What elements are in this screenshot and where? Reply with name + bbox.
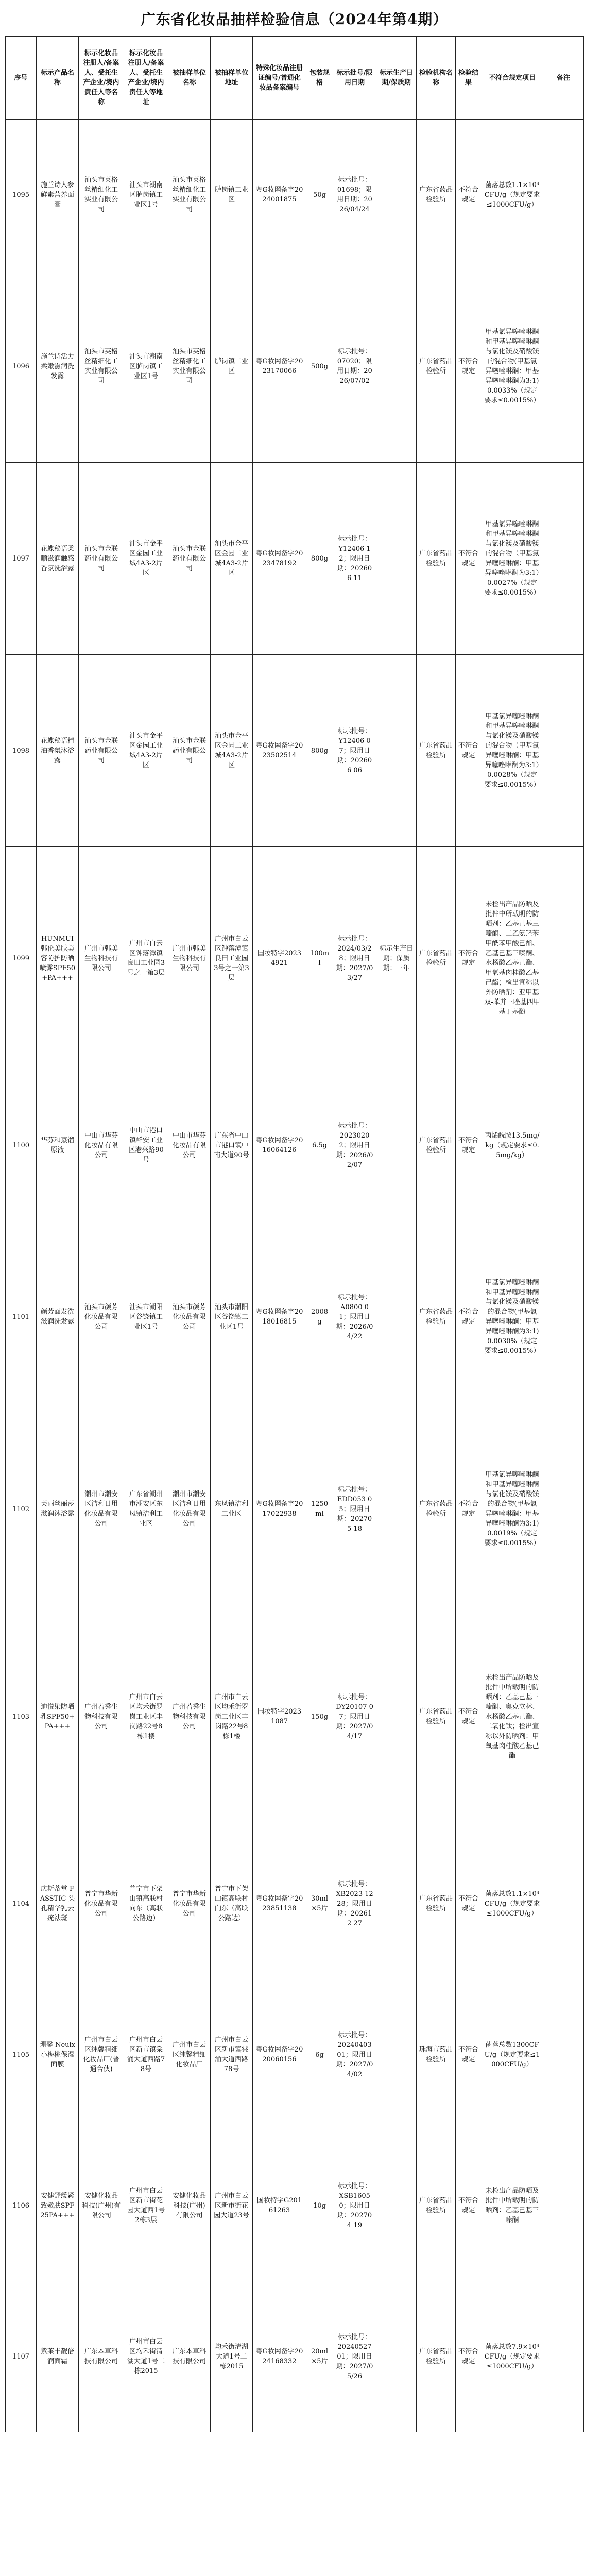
cell-note: [543, 1979, 584, 2130]
cell-note: [543, 270, 584, 463]
cell-spec: 50g: [306, 120, 333, 270]
cell-note: [543, 2281, 584, 2432]
cell-holder: 潮州市潮安区洁利日用化妆品有限公司: [79, 1413, 124, 1605]
cell-unit: 广州市韩美生物科技有限公司: [168, 847, 211, 1070]
cell-result: 不符合规定: [456, 655, 481, 847]
cell-holder: 普宁市华新化妆品有限公司: [79, 1828, 124, 1979]
table-header: [6, 37, 584, 120]
cell-batch: 标示批号：Y12406 07；限用日期：202606 06: [333, 655, 376, 847]
table-row: [6, 655, 584, 847]
cell-result: 不符合规定: [456, 270, 481, 463]
cell-name: 庆斯蒂堂 FASSTIC 头孔精华乳去疣祛斑: [37, 1828, 79, 1979]
col-reg: 特殊化妆品注册证编号/普通化妆品备案编号: [253, 37, 306, 120]
cell-name: 芙丽丝丽莎滋润沐浴露: [37, 1413, 79, 1605]
cell-holder-addr: 普宁市下架山镇高联村向东（高联公路边）: [124, 1828, 168, 1979]
col-item: 不符合规定项目: [481, 37, 543, 120]
cell-prod: [376, 1413, 417, 1605]
cell-batch: 标示批号：2024/03/28；限用日期：2027/03/27: [333, 847, 376, 1070]
cell-unit-addr: 广东省中山市港口镇中南大道90号: [211, 1070, 253, 1221]
cell-prod: [376, 1070, 417, 1221]
table-row: [6, 1828, 584, 1979]
cell-unit: 中山市华芬化妆品有限公司: [168, 1070, 211, 1221]
cell-reg: 粤G妆网备字2017022938: [253, 1413, 306, 1605]
cell-holder: 汕头市金联药业有限公司: [79, 463, 124, 655]
cell-reg: 粤G妆网备字2023170066: [253, 270, 306, 463]
cell-reg: 粤G妆网备字2023478192: [253, 463, 306, 655]
cell-spec: 2008g: [306, 1221, 333, 1413]
cell-batch: 标示批号：XSB1605 0；限用日期：202704 19: [333, 2130, 376, 2281]
cell-reg: 粤G妆网备字2016064126: [253, 1070, 306, 1221]
cell-no: 1101: [6, 1221, 37, 1413]
cell-note: [543, 2130, 584, 2281]
table-row: [6, 270, 584, 463]
cell-reg: 国妆特字20231087: [253, 1605, 306, 1828]
cell-holder: 安健化妆品科技(广州)有限公司: [79, 2130, 124, 2281]
cell-reg: 粤G妆网备字2020060156: [253, 1979, 306, 2130]
cell-reg: 国妆特字G20161263: [253, 2130, 306, 2281]
cell-item: 甲基氯异噻唑啉酮和甲基异噻唑啉酮与氯化镁及硝酸镁的混合物(甲基氯异噻唑啉酮：甲基异噻唑啉酮为3:1)0.0033%（规定要求≤0.0015%）: [481, 270, 543, 463]
cell-unit-addr: 普宁市下架山镇高联村向东（高联公路边）: [211, 1828, 253, 1979]
col-spec: 包装规格: [306, 37, 333, 120]
cell-spec: 30ml×5片: [306, 1828, 333, 1979]
cell-unit: 广州若秀生物科技有限公司: [168, 1605, 211, 1828]
cell-unit-addr: 汕头市金平区金园工业城4A3-2片区: [211, 655, 253, 847]
cell-batch: 标示批号：Y12406 12；限用日期：202606 11: [333, 463, 376, 655]
cell-spec: 6.5g: [306, 1070, 333, 1221]
cell-lab: 广东省药品检验所: [417, 1828, 456, 1979]
cell-lab: 广东省药品检验所: [417, 270, 456, 463]
cell-result: 不符合规定: [456, 1605, 481, 1828]
col-result: 检验结果: [456, 37, 481, 120]
cell-name: HUNMUI 韩伦美肤美容防护防晒喷雾SPF50+PA+++: [37, 847, 79, 1070]
cell-prod: [376, 1221, 417, 1413]
cell-name: 迪悦染防晒乳SPF50+PA+++: [37, 1605, 79, 1828]
cell-holder-addr: 广州市白云区均禾街罗岗工业区丰岗路22号8栋1楼: [124, 1605, 168, 1828]
cell-result: 不符合规定: [456, 463, 481, 655]
cell-reg: 粤G妆网备字2024168332: [253, 2281, 306, 2432]
cell-lab: 广东省药品检验所: [417, 2281, 456, 2432]
cell-result: 不符合规定: [456, 1828, 481, 1979]
cell-item: 未检出产品防晒及批件中所载明的防晒剂：乙基己基三嗪酮、奥克立林、水杨酸乙基己酯、二氧化钛；检出宣称以外防晒剂：甲氧基肉桂酸乙基己酯: [481, 1605, 543, 1828]
cell-note: [543, 1413, 584, 1605]
cell-batch: 标示批号：XB2023 1228；限用日期：202612 27: [333, 1828, 376, 1979]
cell-batch: 标示批号：A0800 01；限用日期：2026/04/22: [333, 1221, 376, 1413]
cell-batch: 标示批号：DY20107 07；限用日期：2027/04/17: [333, 1605, 376, 1828]
cell-unit-addr: 广州市白云区新市街花园大道23号: [211, 2130, 253, 2281]
cell-unit-addr: 胪岗镇工业区: [211, 270, 253, 463]
cell-unit-addr: 汕头市金平区金园工业城4A3-2片区: [211, 463, 253, 655]
col-prod: 标示生产日期/保质期: [376, 37, 417, 120]
cell-holder-addr: 汕头市金平区金园工业城4A3-2片区: [124, 463, 168, 655]
cell-holder: 中山市华芬化妆品有限公司: [79, 1070, 124, 1221]
cell-holder: 广州市韩美生物科技有限公司: [79, 847, 124, 1070]
cell-holder-addr: 广州市白云区新市街花园大道西1号2栋3层: [124, 2130, 168, 2281]
cell-no: 1100: [6, 1070, 37, 1221]
cell-item: 未检出产品防晒及批件中所载明的防晒剂：乙基己基三嗪酮、二乙氨羟苯甲酰苯甲酸己酯、乙基己基三嗪酮、水杨酸乙基己酯、甲氧基肉桂酸乙基己酯；检出宣称以外防晒剂：亚甲基双-苯并三唑基四甲基丁基酚: [481, 847, 543, 1070]
table-row: [6, 463, 584, 655]
cell-reg: 粤G妆网备字2023851138: [253, 1828, 306, 1979]
cell-unit: 普宁市华新化妆品有限公司: [168, 1828, 211, 1979]
cell-result: 不符合规定: [456, 1979, 481, 2130]
cell-lab: 广东省药品检验所: [417, 847, 456, 1070]
cell-unit-addr: 广州市白云区均禾街罗岗工业区丰岗路22号8栋1楼: [211, 1605, 253, 1828]
col-name: 标示产品名称: [37, 37, 79, 120]
cell-name: 紫莱丰靓倍润面霜: [37, 2281, 79, 2432]
table-row: [6, 1070, 584, 1221]
cell-holder-addr: 广州市白云区均禾街清湖大道1号二栋2015: [124, 2281, 168, 2432]
cell-holder: 汕头市金联药业有限公司: [79, 655, 124, 847]
cell-unit: 广东本草科技有限公司: [168, 2281, 211, 2432]
cell-unit-addr: 胪岗镇工业区: [211, 120, 253, 270]
cell-holder-addr: 中山市港口镇群安工业区港兴路90号: [124, 1070, 168, 1221]
cell-spec: 10g: [306, 2130, 333, 2281]
table-row: [6, 1605, 584, 1828]
cell-no: 1106: [6, 2130, 37, 2281]
cell-unit-addr: 东凤镇洁利工业区: [211, 1413, 253, 1605]
cell-batch: 标示批号：EDD053 05；限用日期：202705 18: [333, 1413, 376, 1605]
cell-lab: 广东省药品检验所: [417, 1070, 456, 1221]
table-row: [6, 2281, 584, 2432]
cell-unit-addr: 广州市白云区新市镇棠涌大道西路78号: [211, 1979, 253, 2130]
cell-prod: 标示生产日期；保质期：三年: [376, 847, 417, 1070]
cell-item: 甲基氯异噻唑啉酮和甲基异噻唑啉酮与氯化镁及硝酸镁的混合物(甲基氯异噻唑啉酮：甲基异噻唑啉酮为3:1)0.0030%（规定要求≤0.0015%）: [481, 1221, 543, 1413]
cell-prod: [376, 270, 417, 463]
cell-note: [543, 847, 584, 1070]
cell-result: 不符合规定: [456, 1070, 481, 1221]
cell-holder-addr: 广东省潮州市潮安区东凤镇洁利工业区: [124, 1413, 168, 1605]
cell-no: 1096: [6, 270, 37, 463]
col-lab: 检验机构名称: [417, 37, 456, 120]
cell-lab: 广东省药品检验所: [417, 655, 456, 847]
cell-item: 甲基氯异噻唑啉酮和甲基异噻唑啉酮与氯化镁及硝酸镁的混合物（甲基氯异噻唑啉酮：甲基异噻唑啉酮为3:1）0.0028%（规定要求≤0.0015%）: [481, 655, 543, 847]
cell-lab: 广东省药品检验所: [417, 1605, 456, 1828]
cell-item: 菌落总数7.9×10⁴CFU/g（规定要求≤1000CFU/g）: [481, 2281, 543, 2432]
cell-no: 1102: [6, 1413, 37, 1605]
cell-lab: 广东省药品检验所: [417, 1221, 456, 1413]
col-no: 序号: [6, 37, 37, 120]
cell-name: 施兰诗人参鲜素营养面膏: [37, 120, 79, 270]
cell-prod: [376, 463, 417, 655]
cell-holder: 广州若秀生物科技有限公司: [79, 1605, 124, 1828]
cell-item: 丙烯酰胺13.5mg/kg（规定要求≤0.5mg/kg）: [481, 1070, 543, 1221]
cell-holder: 广东本草科技有限公司: [79, 2281, 124, 2432]
cell-no: 1099: [6, 847, 37, 1070]
table-row: [6, 847, 584, 1070]
cell-batch: 标示批号：2023020 2；限用日期：2026/02/07: [333, 1070, 376, 1221]
cell-note: [543, 120, 584, 270]
cell-holder-addr: 广州市白云区新市镇棠涌大道西路78号: [124, 1979, 168, 2130]
cell-lab: 广东省药品检验所: [417, 463, 456, 655]
cell-result: 不符合规定: [456, 847, 481, 1070]
cell-name: 华芬和蒸馏原液: [37, 1070, 79, 1221]
cell-holder-addr: 汕头市潮南区胪岗镇工业区1号: [124, 270, 168, 463]
cell-name: 珊馨 Neuix 小梅桃保湿面膜: [37, 1979, 79, 2130]
cell-holder-addr: 广州市白云区钟落潭镇良田工业园3号之一第3层: [124, 847, 168, 1070]
table-row: [6, 2130, 584, 2281]
cell-note: [543, 1221, 584, 1413]
cell-note: [543, 1828, 584, 1979]
col-unit: 被抽样单位名称: [168, 37, 211, 120]
cell-batch: 标示批号：07020；限用日期：2026/07/02: [333, 270, 376, 463]
cell-result: 不符合规定: [456, 2130, 481, 2281]
cell-no: 1095: [6, 120, 37, 270]
cell-prod: [376, 2281, 417, 2432]
cell-batch: 标示批号：2024040301；限用日期：2027/04/02: [333, 1979, 376, 2130]
cell-no: 1107: [6, 2281, 37, 2432]
cell-note: [543, 463, 584, 655]
cell-unit: 广州市白云区纯馨精细化妆品厂: [168, 1979, 211, 2130]
cell-holder: 汕头市英格丝精细化工实业有限公司: [79, 270, 124, 463]
cell-no: 1103: [6, 1605, 37, 1828]
cell-holder-addr: 汕头市潮南区胪岗镇工业区1号: [124, 120, 168, 270]
table-row: [6, 1979, 584, 2130]
cell-reg: 粤G妆网备字2024001875: [253, 120, 306, 270]
cell-result: 不符合规定: [456, 120, 481, 270]
cell-note: [543, 1605, 584, 1828]
cell-unit-addr: 均禾街清湖大道1号二栋2015: [211, 2281, 253, 2432]
table-row: [6, 1413, 584, 1605]
cell-unit-addr: 广州市白云区钟落潭镇良田工业园3号之一第3层: [211, 847, 253, 1070]
cell-spec: 800g: [306, 463, 333, 655]
cell-note: [543, 1070, 584, 1221]
cell-no: 1104: [6, 1828, 37, 1979]
cell-spec: 100ml: [306, 847, 333, 1070]
cell-item: 菌落总数1.1×10⁴CFU/g（规定要求≤1000CFU/g）: [481, 120, 543, 270]
cell-name: 施兰诗活力柔嫩滋润洗发露: [37, 270, 79, 463]
cell-result: 不符合规定: [456, 2281, 481, 2432]
cell-lab: 广东省药品检验所: [417, 1413, 456, 1605]
cell-item: 甲基氯异噻唑啉酮和甲基异噻唑啉酮与氯化镁及硝酸镁的混合物(甲基氯异噻唑啉酮：甲基异噻唑啉酮为3:1)0.0019%（规定要求≤0.0015%）: [481, 1413, 543, 1605]
cell-holder-addr: 汕头市潮阳区谷饶镇工业区1号: [124, 1221, 168, 1413]
cell-prod: [376, 120, 417, 270]
cell-lab: 广东省药品检验所: [417, 120, 456, 270]
col-holder: 标示化妆品注册人/备案人、受托生产企业/境内责任人等名称: [79, 37, 124, 120]
cell-spec: 1250ml: [306, 1413, 333, 1605]
cell-lab: 广东省药品检验所: [417, 2130, 456, 2281]
cell-lab: 珠海市药品检验所: [417, 1979, 456, 2130]
cell-no: 1097: [6, 463, 37, 655]
table-row: [6, 1221, 584, 1413]
cell-prod: [376, 1605, 417, 1828]
cell-item: 甲基氯异噻唑啉酮和甲基异噻唑啉酮与氯化镁及硝酸镁的混合物（甲基氯异噻唑啉酮：甲基异噻唑啉酮为3:1）0.0027%（规定要求≤0.0015%）: [481, 463, 543, 655]
cell-holder: 汕头市颜芳化妆品有限公司: [79, 1221, 124, 1413]
cell-spec: 500g: [306, 270, 333, 463]
cell-prod: [376, 1979, 417, 2130]
cell-result: 不符合规定: [456, 1221, 481, 1413]
inspection-table: [5, 36, 584, 2432]
cell-unit: 汕头市英格丝精细化工实业有限公司: [168, 120, 211, 270]
cell-holder-addr: 汕头市金平区金园工业城4A3-2片区: [124, 655, 168, 847]
cell-unit: 汕头市英格丝精细化工实业有限公司: [168, 270, 211, 463]
cell-holder: 广州市白云区纯馨精细化妆品厂(普通合伙): [79, 1979, 124, 2130]
cell-unit: 汕头市金联药业有限公司: [168, 655, 211, 847]
cell-spec: 150g: [306, 1605, 333, 1828]
cell-batch: 标示批号：2024052701；限用日期：2027/05/26: [333, 2281, 376, 2432]
cell-note: [543, 655, 584, 847]
cell-reg: 粤G妆网备字2023502514: [253, 655, 306, 847]
page-title: 广东省化妆品抽样检验信息（2024年第4期）: [141, 11, 448, 28]
cell-name: 安健舒缓紧致嫩肤SPF25PA+++: [37, 2130, 79, 2281]
cell-item: 菌落总数1300CFU/g（规定要求≤1000CFU/g）: [481, 1979, 543, 2130]
cell-reg: 国妆特字20234921: [253, 847, 306, 1070]
cell-spec: 20ml×5片: [306, 2281, 333, 2432]
table-row: [6, 120, 584, 270]
cell-prod: [376, 655, 417, 847]
cell-unit: 潮州市潮安区洁利日用化妆品有限公司: [168, 1413, 211, 1605]
col-note: 备注: [543, 37, 584, 120]
col-holder-addr: 标示化妆品注册人/备案人、受托生产企业/境内责任人等地址: [124, 37, 168, 120]
cell-name: 花蝶秘语柔顺滋润触感香氛洗浴露: [37, 463, 79, 655]
cell-unit: 汕头市颜芳化妆品有限公司: [168, 1221, 211, 1413]
cell-holder: 汕头市英格丝精细化工实业有限公司: [79, 120, 124, 270]
cell-name: 颜芳面发洗滋润洗发露: [37, 1221, 79, 1413]
cell-batch: 标示批号：01698；限用日期：2026/04/24: [333, 120, 376, 270]
cell-name: 花蝶秘语精油香氛沐浴露: [37, 655, 79, 847]
cell-unit: 安健化妆品科技(广州)有限公司: [168, 2130, 211, 2281]
cell-reg: 粤G妆网备字2018016815: [253, 1221, 306, 1413]
cell-prod: [376, 1828, 417, 1979]
cell-item: 菌落总数1.1×10⁴CFU/g（规定要求≤1000CFU/g）: [481, 1828, 543, 1979]
cell-unit-addr: 汕头市潮阳区谷饶镇工业区1号: [211, 1221, 253, 1413]
cell-result: 不符合规定: [456, 1413, 481, 1605]
cell-spec: 800g: [306, 655, 333, 847]
cell-no: 1098: [6, 655, 37, 847]
col-batch: 标示批号/限用日期: [333, 37, 376, 120]
cell-spec: 6g: [306, 1979, 333, 2130]
cell-unit: 汕头市金联药业有限公司: [168, 463, 211, 655]
cell-item: 未检出产品防晒及批件中所载明的防晒剂：乙基己基三嗪酮: [481, 2130, 543, 2281]
col-unit-addr: 被抽样单位地址: [211, 37, 253, 120]
cell-no: 1105: [6, 1979, 37, 2130]
cell-prod: [376, 2130, 417, 2281]
